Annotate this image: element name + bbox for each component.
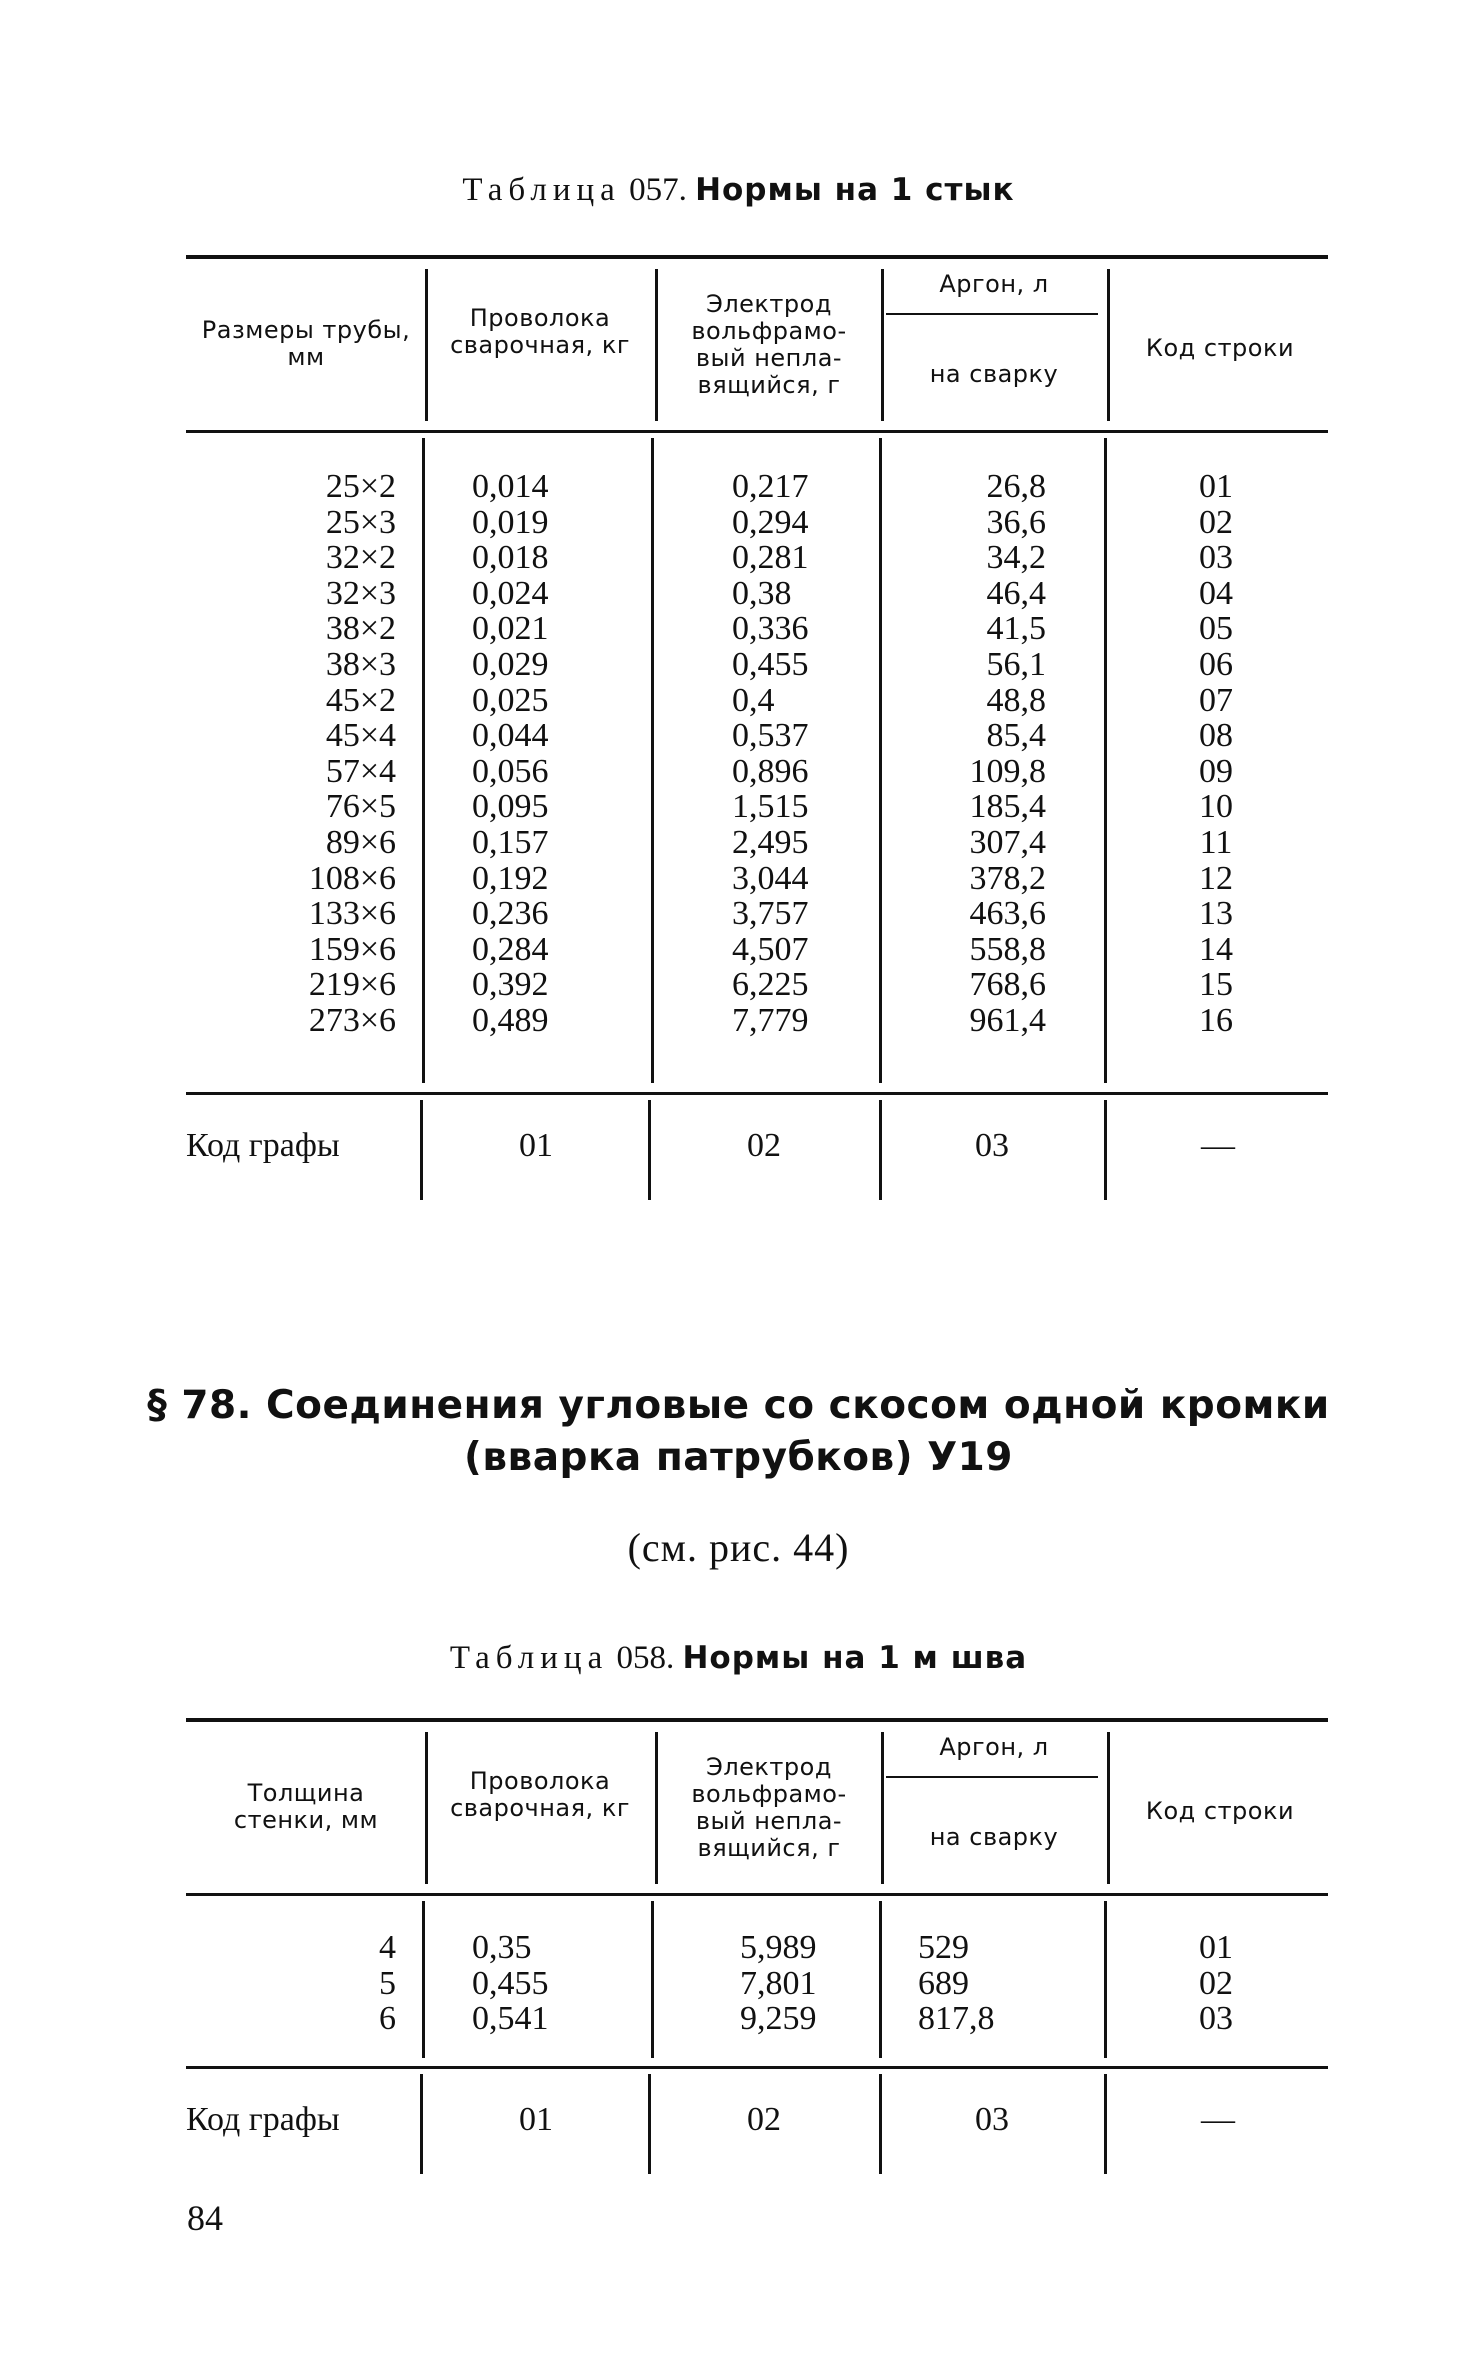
table1-vline [655, 269, 658, 421]
table2-header-rule [186, 1893, 1328, 1896]
table1-caption [0, 172, 1477, 209]
table-cell: 85,4 [986, 717, 1046, 755]
table-cell: 56,1 [986, 645, 1046, 683]
table-cell: 41,5 [986, 610, 1046, 648]
table-cell: 25×3 [325, 503, 396, 541]
table-cell: 133×6 [308, 895, 396, 933]
section-heading-line2: (вварка патрубков) У19 [464, 1435, 1013, 1480]
table-cell: 07 [1199, 681, 1233, 719]
table2-vline [1104, 1901, 1107, 2058]
table-cell: 109,8 [969, 752, 1046, 790]
table-cell: 01 [1199, 468, 1233, 505]
table2-column-argon [918, 1930, 1038, 2037]
table-cell: 0,489 [472, 1001, 549, 1039]
table-cell: 0,192 [472, 859, 549, 897]
table2-column-size [216, 1930, 396, 2037]
table2-column-electrode [740, 1930, 860, 2037]
table2-vline [879, 1901, 882, 2058]
table-cell: 961,4 [969, 1001, 1046, 1039]
table-cell: 2,495 [732, 823, 809, 861]
table-cell: 09 [1199, 752, 1233, 790]
table1-header-electrode: Электрод вольфрамо-вый непла-вящийся, г [691, 290, 847, 399]
table-cell: 0,455 [472, 1964, 549, 2002]
table2-argon-subrule [886, 1776, 1098, 1778]
table-cell: 7,779 [732, 1001, 809, 1039]
table2-header-argon-sub: на сварку [929, 1823, 1059, 1851]
section-subheading: (см. рис. 44) [627, 1525, 850, 1570]
table-cell: 0,35 [472, 1929, 532, 1966]
table1-column-wire [472, 469, 592, 1039]
table1-footer-c3: 03 [975, 1127, 1009, 1164]
table1-vline [420, 1100, 423, 1200]
table2-column-code [1176, 1930, 1256, 2037]
table-cell: 108×6 [308, 859, 396, 897]
table-cell: 48,8 [986, 681, 1046, 719]
table1-footer-c2: 02 [747, 1127, 781, 1164]
table1-vline [1104, 1100, 1107, 1200]
table-cell: 06 [1199, 645, 1233, 683]
table-cell: 15 [1199, 966, 1233, 1004]
table-cell: 0,336 [732, 610, 809, 648]
table-cell: 9,259 [740, 2000, 817, 2038]
table1-top-rule [186, 255, 1328, 259]
table-cell: 0,024 [472, 574, 549, 612]
table1-footer-rule [186, 1092, 1328, 1095]
table-cell: 02 [1199, 503, 1233, 541]
table2-footer-c2: 02 [747, 2101, 781, 2138]
table2-caption-title: Нормы на 1 м шва [682, 1640, 1028, 1676]
table2-vline [1107, 1732, 1110, 1884]
table-cell: 0,455 [732, 645, 809, 683]
table-cell: 02 [1199, 1964, 1233, 2002]
table-cell: 25×2 [325, 468, 396, 505]
table1-header-wire: Проволока сварочная, кг [450, 304, 630, 359]
table2-footer-rule [186, 2066, 1328, 2069]
table-cell: 14 [1199, 930, 1233, 968]
table1-caption-number: 057. [629, 172, 687, 208]
table-cell: 0,044 [472, 717, 549, 755]
table2-vline [425, 1732, 428, 1884]
table2-caption [0, 1640, 1477, 1677]
table2 [186, 1718, 1328, 2178]
table2-vline [648, 2074, 651, 2174]
table-cell: 26,8 [986, 468, 1046, 505]
table-cell: 159×6 [308, 930, 396, 968]
table1-vline [881, 269, 884, 421]
table-cell: 6,225 [732, 966, 809, 1004]
table-cell: 0,38 [732, 574, 792, 612]
table2-vline [422, 1901, 425, 2058]
table1-vline [422, 438, 425, 1083]
table1-vline [1104, 438, 1107, 1083]
table-cell: 57×4 [325, 752, 396, 790]
table1-header-argon-sub: на сварку [929, 360, 1059, 388]
table-cell: 0,4 [732, 681, 775, 719]
table-cell: 38×3 [325, 645, 396, 683]
table2-top-rule [186, 1718, 1328, 1722]
table2-vline [655, 1732, 658, 1884]
table2-header-code: Код строки [1145, 1797, 1295, 1825]
table-cell: 768,6 [969, 966, 1046, 1004]
table1-column-electrode [732, 469, 852, 1039]
table-cell: 3,044 [732, 859, 809, 897]
table-cell: 0,281 [732, 539, 809, 577]
table1 [186, 255, 1328, 1200]
table-cell: 3,757 [732, 895, 809, 933]
table-cell: 0,019 [472, 503, 549, 541]
table-cell: 0,056 [472, 752, 549, 790]
table-cell: 32×2 [325, 539, 396, 577]
table-cell: 01 [1199, 1929, 1233, 1966]
table1-vline [648, 1100, 651, 1200]
table-cell: 0,095 [472, 788, 549, 826]
table1-column-code [1176, 469, 1256, 1039]
table2-vline [420, 2074, 423, 2174]
table1-header-size: Размеры трубы, мм [201, 316, 411, 371]
table2-header-size: Толщина стенки, мм [233, 1779, 379, 1834]
table2-header-argon: Аргон, л [939, 1733, 1049, 1761]
table-cell: 0,217 [732, 468, 809, 505]
table-cell: 0,294 [732, 503, 809, 541]
table-cell: 5,989 [740, 1929, 817, 1966]
table-cell: 08 [1199, 717, 1233, 755]
table1-argon-subrule [886, 313, 1098, 315]
table2-header-electrode: Электрод вольфрамо-вый непла-вящийся, г [691, 1753, 847, 1862]
table2-footer-c4: — [1201, 2101, 1235, 2138]
table-cell: 5 [379, 1964, 396, 2002]
table1-footer-c1: 01 [519, 1127, 553, 1164]
table-cell: 1,515 [732, 788, 809, 826]
table-cell: 219×6 [308, 966, 396, 1004]
table-cell: 0,284 [472, 930, 549, 968]
table1-column-argon [926, 469, 1046, 1039]
table-cell: 0,537 [732, 717, 809, 755]
table-cell: 463,6 [969, 895, 1046, 933]
table-cell: 307,4 [969, 823, 1046, 861]
section-heading [0, 1380, 1477, 1484]
table1-vline [425, 269, 428, 421]
table-cell: 378,2 [969, 859, 1046, 897]
table2-caption-prefix: Таблица [449, 1640, 609, 1676]
table-cell: 558,8 [969, 930, 1046, 968]
table1-caption-prefix: Таблица [462, 172, 621, 208]
table-cell: 10 [1199, 788, 1233, 826]
table-cell: 6 [379, 2000, 396, 2038]
table1-column-size [216, 469, 396, 1039]
table-cell: 0,014 [472, 468, 549, 505]
table-cell: 46,4 [986, 574, 1046, 612]
table-cell: 38×2 [325, 610, 396, 648]
table1-footer-c4: — [1201, 1127, 1235, 1164]
table2-footer-c3: 03 [975, 2101, 1009, 2138]
table2-vline [651, 1901, 654, 2058]
table-cell: 0,018 [472, 539, 549, 577]
table-cell: 36,6 [986, 503, 1046, 541]
table-cell: 0,025 [472, 681, 549, 719]
table-cell: 689 [918, 1964, 969, 2002]
table1-header-code: Код строки [1145, 334, 1295, 362]
table-cell: 817,8 [918, 2000, 995, 2038]
table-cell: 0,541 [472, 2000, 549, 2038]
table-cell: 273×6 [308, 1001, 396, 1039]
table-cell: 0,157 [472, 823, 549, 861]
table-cell: 16 [1199, 1001, 1233, 1039]
table-cell: 0,029 [472, 645, 549, 683]
page-number: 84 [187, 2198, 223, 2238]
table2-header-wire: Проволока сварочная, кг [450, 1767, 630, 1822]
table-cell: 11 [1199, 823, 1233, 861]
table1-header-rule [186, 430, 1328, 433]
table2-caption-number: 058. [616, 1640, 675, 1676]
table2-column-wire [472, 1930, 592, 2037]
table1-vline [879, 1100, 882, 1200]
table1-vline [651, 438, 654, 1083]
table-cell: 76×5 [325, 788, 396, 826]
table-cell: 13 [1199, 895, 1233, 933]
table-cell: 05 [1199, 610, 1233, 648]
table-cell: 32×3 [325, 574, 396, 612]
table2-vline [879, 2074, 882, 2174]
table1-vline [879, 438, 882, 1083]
section-heading-line1: § 78. Соединения угловые со скосом одной кромки [147, 1383, 1330, 1428]
table1-footer-label: Код графы [186, 1127, 340, 1164]
table-cell: 89×6 [325, 823, 396, 861]
table-cell: 0,392 [472, 966, 549, 1004]
table-cell: 4 [379, 1929, 396, 1966]
table-cell: 12 [1199, 859, 1233, 897]
table2-vline [881, 1732, 884, 1884]
table1-header-argon: Аргон, л [939, 270, 1049, 298]
table1-vline [1107, 269, 1110, 421]
table-cell: 45×2 [325, 681, 396, 719]
table-cell: 185,4 [969, 788, 1046, 826]
table-cell: 03 [1199, 539, 1233, 577]
table-cell: 34,2 [986, 539, 1046, 577]
table-cell: 0,021 [472, 610, 549, 648]
table-cell: 7,801 [740, 1964, 817, 2002]
table-cell: 03 [1199, 2000, 1233, 2038]
table2-vline [1104, 2074, 1107, 2174]
table2-footer-label: Код графы [186, 2101, 340, 2138]
table1-caption-title: Нормы на 1 стык [695, 172, 1015, 208]
table2-footer-c1: 01 [519, 2101, 553, 2138]
table-cell: 529 [918, 1929, 969, 1966]
table-cell: 0,236 [472, 895, 549, 933]
table-cell: 04 [1199, 574, 1233, 612]
table-cell: 0,896 [732, 752, 809, 790]
table-cell: 4,507 [732, 930, 809, 968]
table-cell: 45×4 [325, 717, 396, 755]
